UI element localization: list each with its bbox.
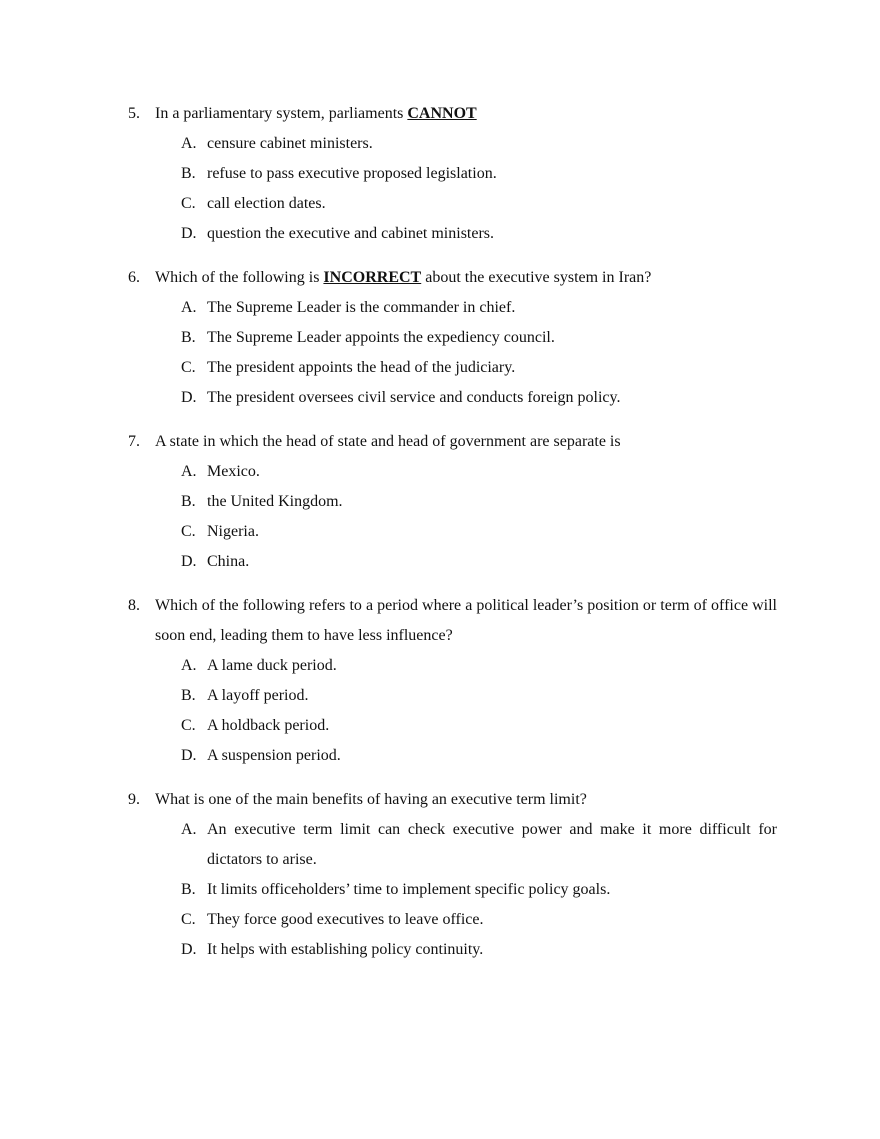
option-b: [181, 323, 777, 353]
option-letter: D.: [181, 747, 197, 764]
option-text: Mexico.: [207, 463, 260, 480]
question-text: Which of the following refers to a period where a political leader’s position or term of office will soon end, leading them to have less influence?: [155, 597, 777, 644]
option-text: refuse to pass executive proposed legislation.: [207, 165, 497, 182]
option-letter: B.: [181, 329, 196, 346]
option-a: [181, 651, 777, 681]
option-text: It helps with establishing policy continuity.: [207, 941, 484, 958]
question-emphasis: CANNOT: [407, 105, 477, 122]
option-c: [181, 189, 777, 219]
option-letter: A.: [181, 821, 197, 838]
question-list: [128, 99, 777, 965]
option-text: the United Kingdom.: [207, 493, 343, 510]
option-d: [181, 383, 777, 413]
option-text: question the executive and cabinet ministers.: [207, 225, 495, 242]
option-letter: C.: [181, 523, 196, 540]
option-text: The president appoints the head of the judiciary.: [207, 359, 516, 376]
option-c: [181, 353, 777, 383]
question-text: A state in which the head of state and head of government are separate is: [155, 433, 621, 450]
question-text: What is one of the main benefits of having an executive term limit?: [155, 791, 587, 808]
option-b: [181, 681, 777, 711]
option-c: [181, 905, 777, 935]
option-letter: A.: [181, 135, 197, 152]
option-text: A layoff period.: [207, 687, 309, 704]
question-text-part: about the executive system in Iran?: [421, 269, 652, 286]
option-text: A lame duck period.: [207, 657, 337, 674]
option-text: A holdback period.: [207, 717, 330, 734]
option-text: call election dates.: [207, 195, 326, 212]
question-text: [155, 263, 777, 293]
option-text: The Supreme Leader is the commander in chief.: [207, 299, 516, 316]
option-letter: D.: [181, 941, 197, 958]
option-a: [181, 815, 777, 875]
option-a: [181, 457, 777, 487]
question-6: [128, 263, 777, 413]
question-number: 9.: [128, 791, 140, 808]
option-letter: C.: [181, 911, 196, 928]
option-c: [181, 517, 777, 547]
option-letter: A.: [181, 299, 197, 316]
option-text: An executive term limit can check executive power and make it more difficult for dictators to arise.: [207, 821, 777, 868]
option-letter: C.: [181, 195, 196, 212]
question-8: [128, 591, 777, 771]
option-letter: C.: [181, 359, 196, 376]
option-text: They force good executives to leave office.: [207, 911, 484, 928]
option-letter: A.: [181, 463, 197, 480]
option-text: A suspension period.: [207, 747, 341, 764]
option-a: [181, 129, 777, 159]
option-text: China.: [207, 553, 250, 570]
option-d: [181, 935, 777, 965]
question-text: [155, 99, 777, 129]
option-letter: D.: [181, 389, 197, 406]
option-letter: B.: [181, 687, 196, 704]
option-letter: C.: [181, 717, 196, 734]
option-b: [181, 487, 777, 517]
option-text: The Supreme Leader appoints the expediency council.: [207, 329, 555, 346]
question-number: 7.: [128, 433, 140, 450]
question-emphasis: INCORRECT: [323, 269, 422, 286]
question-number: 8.: [128, 597, 140, 614]
option-text: It limits officeholders’ time to implement specific policy goals.: [207, 881, 611, 898]
option-letter: B.: [181, 881, 196, 898]
option-b: [181, 159, 777, 189]
question-text-part: Which of the following is: [155, 269, 324, 286]
option-letter: B.: [181, 165, 196, 182]
option-c: [181, 711, 777, 741]
option-d: [181, 219, 777, 249]
question-number: 5.: [128, 105, 140, 122]
option-d: [181, 741, 777, 771]
option-letter: B.: [181, 493, 196, 510]
option-b: [181, 875, 777, 905]
question-9: [128, 785, 777, 965]
question-number: 6.: [128, 269, 140, 286]
option-letter: D.: [181, 553, 197, 570]
question-7: [128, 427, 777, 577]
option-d: [181, 547, 777, 577]
question-5: [128, 99, 777, 249]
option-letter: A.: [181, 657, 197, 674]
option-text: Nigeria.: [207, 523, 259, 540]
option-a: [181, 293, 777, 323]
option-text: censure cabinet ministers.: [207, 135, 373, 152]
option-text: The president oversees civil service and conducts foreign policy.: [207, 389, 621, 406]
question-text-part: In a parliamentary system, parliaments: [155, 105, 408, 122]
option-letter: D.: [181, 225, 197, 242]
